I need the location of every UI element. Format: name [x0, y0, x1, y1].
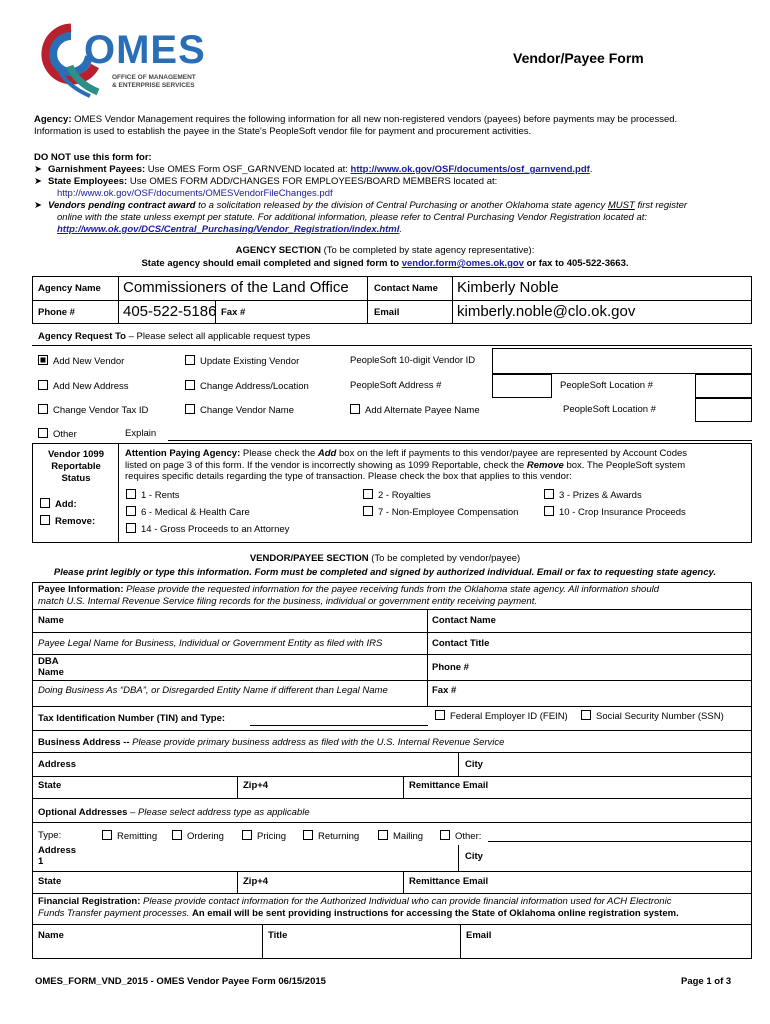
optional-city-label: City [465, 851, 483, 862]
ps-vendor-id-input[interactable] [492, 348, 752, 374]
checkbox-icon [363, 506, 373, 516]
checkbox-icon [544, 506, 554, 516]
add-new-vendor-label: Add New Vendor [53, 356, 125, 367]
update-existing-label: Update Existing Vendor [200, 356, 300, 367]
add-alternate-payee-label: Add Alternate Payee Name [365, 405, 480, 416]
contact-title-label: Contact Title [432, 638, 490, 649]
do-not-item-state-employees-link-row [34, 188, 749, 200]
add-new-vendor-checkbox[interactable] [38, 355, 124, 367]
fein-label: Federal Employer ID (FEIN) [450, 711, 568, 722]
do-not-item-garnishment: ➤ Garnishment Payees: Use OMES Form OSF_GARNVEND located at: http://www.ok.gov/OSF/documents/osf_garnvend.pdf. [34, 164, 593, 175]
non-employee-comp-checkbox[interactable] [363, 506, 518, 518]
add-1099-checkbox[interactable] [40, 498, 77, 510]
checkbox-icon [38, 380, 48, 390]
other-address-checkbox[interactable] [440, 830, 481, 842]
medical-checkbox[interactable] [126, 506, 250, 518]
footer-form-id: OMES_FORM_VND_2015 - OMES Vendor Payee Form 06/15/2015 [35, 976, 326, 987]
financial-email-label: Email [466, 930, 492, 941]
attention-line3: requires specific details regarding the type of transaction. Please check the box that applies to this vendor: [125, 471, 572, 482]
phone-label: Phone # [38, 307, 75, 318]
add-1099-label: Add: [55, 499, 77, 510]
omes-logo-line1: OFFICE OF MANAGEMENT [112, 74, 196, 81]
address1-line2: 1 [38, 856, 44, 867]
attention-text1: Please check the [240, 448, 318, 459]
add-new-address-checkbox[interactable] [38, 380, 129, 392]
vendor-1099-line2: Reportable [51, 461, 101, 472]
contact-name-field[interactable]: Kimberly Noble [457, 279, 559, 296]
footer-page-number: Page 1 of 3 [681, 976, 732, 987]
payee-info-label: Payee Information: [38, 584, 124, 595]
explain-line [168, 440, 752, 441]
optional-state-label: State [38, 876, 62, 887]
crop-insurance-checkbox[interactable] [544, 506, 686, 518]
prizes-awards-label: 3 - Prizes & Awards [559, 490, 642, 501]
dba-label [38, 656, 64, 678]
financial-label: Financial Registration: [38, 896, 141, 907]
other-address-line [488, 841, 752, 842]
business-state-label: State [38, 780, 62, 791]
checkbox-icon [126, 506, 136, 516]
ps-vendor-id-label: PeopleSoft 10-digit Vendor ID [350, 355, 476, 366]
contact-name-label: Contact Name [374, 283, 438, 294]
change-vendor-name-label: Change Vendor Name [200, 405, 295, 416]
business-address-heading [38, 737, 504, 748]
intro-agency-label: Agency: [34, 114, 72, 125]
vendor-section-instruction: Please print legibly or type this information. Form must be completed and signed by authorized individual. Email or fax to requesting state agency. [53, 567, 717, 578]
vendor-1099-label [34, 449, 118, 485]
dba-hint: Doing Business As “DBA”, or Disregarded Entity Name if different than Legal Name [38, 685, 388, 696]
rents-checkbox[interactable] [126, 489, 180, 501]
remitting-checkbox[interactable] [102, 830, 157, 842]
agency-section-note: (To be completed by state agency representative): [321, 245, 535, 256]
ordering-checkbox[interactable] [172, 830, 224, 842]
legal-name-hint: Payee Legal Name for Business, Individual or Government Entity as filed with IRS [38, 638, 383, 649]
vendor-form-email-link[interactable]: vendor.form@omes.ok.gov [401, 258, 524, 269]
pending-contract-end: . [399, 224, 403, 235]
add-alternate-payee-checkbox[interactable] [350, 404, 480, 416]
dba-label-line2: Name [38, 667, 64, 678]
attention-text2: box on the left if payments to this vendor/payee are represented by Account Codes [336, 448, 688, 459]
ordering-label: Ordering [187, 831, 224, 842]
garnishment-link[interactable]: http://www.ok.gov/OSF/documents/osf_garnvend.pdf [350, 164, 590, 175]
checkbox-icon [126, 523, 136, 533]
non-employee-comp-label: 7 - Non-Employee Compensation [378, 507, 519, 518]
optional-zip-label: Zip+4 [243, 876, 269, 887]
do-not-use-section [34, 152, 749, 236]
address1-line1: Address [38, 845, 77, 856]
ps-location-label-1: PeopleSoft Location # [560, 380, 653, 391]
vendor-1099-line1: Vendor 1099 [48, 449, 104, 460]
returning-label: Returning [318, 831, 360, 842]
tin-input-line [250, 725, 428, 726]
checkbox-icon [544, 489, 554, 499]
other-checkbox[interactable] [38, 428, 77, 440]
intro-agency-text: OMES Vendor Management requires the following information for all new non-registered vendors (payees) before payments may be processed. [71, 114, 678, 125]
state-employees-link[interactable]: http://www.ok.gov/OSF/documents/OMESVendorFileChanges.pdf [57, 188, 333, 199]
pricing-checkbox[interactable] [242, 830, 286, 842]
royalties-checkbox[interactable] [363, 489, 431, 501]
checkbox-icon [581, 710, 591, 720]
payee-info-line1: Please provide the requested information for the payee receiving funds from the Oklahoma state agency. All information should [123, 584, 659, 595]
business-city-label: City [465, 759, 483, 770]
vendor-1099-line3: Status [61, 473, 91, 484]
checkbox-icon [435, 710, 445, 720]
checkbox-icon [363, 489, 373, 499]
checkbox-icon [242, 830, 252, 840]
business-address-label: Business Address -- [38, 737, 130, 748]
other-label: Other [53, 429, 77, 440]
prizes-awards-checkbox[interactable] [544, 489, 642, 501]
optional-remit-email-label: Remittance Email [409, 876, 489, 887]
payee-fax-label: Fax # [432, 685, 457, 696]
address1-label [38, 845, 76, 867]
email-label: Email [374, 307, 400, 318]
optional-addresses-heading [38, 807, 310, 818]
business-address-note: Please provide primary business address as filed with the U.S. Internal Revenue Service [129, 737, 505, 748]
financial-title-label: Title [268, 930, 288, 941]
do-not-item-pending-contract: ➤ Vendors pending contract award to a solicitation released by the division of Central Purchasing or another Oklahoma state agency MUST first register [34, 200, 688, 211]
intro-line2: Information is used to establish the payee in the State's PeopleSoft vendor file for payment and procurement activities. [34, 126, 532, 137]
phone-field[interactable]: 405-522-5186 [123, 303, 217, 320]
pending-contract-link-row [34, 224, 749, 236]
pending-contract-must: MUST [607, 200, 635, 211]
business-address-line-label: Address [38, 759, 77, 770]
checkbox-icon [350, 404, 360, 414]
dba-label-line1: DBA [38, 656, 59, 667]
checkbox-icon [303, 830, 313, 840]
financial-name-label: Name [38, 930, 64, 941]
agency-section-title: AGENCY SECTION [235, 245, 321, 256]
fein-checkbox[interactable] [435, 710, 568, 722]
add-new-address-label: Add New Address [53, 381, 129, 392]
garnishment-end: . [589, 164, 593, 175]
financial-line2b: An email will be sent providing instructions for accessing the State of Oklahoma online registration system. [192, 907, 679, 919]
pending-contract-label: Vendors pending contract award [48, 200, 196, 211]
checkbox-icon [185, 404, 195, 414]
remove-1099-label: Remove: [55, 516, 96, 527]
pending-contract-line2: online with the state unless exempt per statute. For additional information, please refer to Central Purchasing Vendor Registration located at: [57, 212, 648, 223]
returning-checkbox[interactable] [303, 830, 359, 842]
attention-remove: Remove [526, 459, 564, 471]
mailing-label: Mailing [393, 831, 424, 842]
financial-registration-text [38, 896, 750, 919]
ps-address-input[interactable] [492, 374, 552, 398]
checked-box-icon [38, 355, 48, 365]
fax-label: Fax # [221, 307, 246, 318]
change-vendor-name-checkbox[interactable] [185, 404, 294, 416]
financial-line2a: Funds Transfer payment processes. [38, 907, 192, 919]
vendor-section-title: VENDOR/PAYEE SECTION [249, 553, 369, 564]
remitting-label: Remitting [117, 831, 158, 842]
vendor-section-header [0, 552, 770, 580]
agency-section-header [0, 244, 770, 270]
update-existing-vendor-checkbox[interactable] [185, 355, 299, 367]
attorney-proceeds-checkbox[interactable] [126, 523, 289, 535]
optional-addresses-label: Optional Addresses [38, 807, 128, 818]
change-address-label: Change Address/Location [200, 381, 309, 392]
omes-logo [40, 22, 210, 100]
attorney-proceeds-label: 14 - Gross Proceeds to an Attorney [141, 524, 290, 535]
business-remit-email-label: Remittance Email [409, 780, 489, 791]
attention-line2a: listed on page 3 of this form. If the vendor is incorrectly showing as 1099 Reportable, check the [125, 459, 527, 471]
pending-contract-text2: first register [634, 200, 688, 211]
checkbox-icon [38, 404, 48, 414]
ps-location-input-1[interactable] [695, 374, 752, 398]
attention-line2b: box. The PeopleSoft system [563, 459, 686, 471]
optional-addresses-note: – Please select address type as applicable [127, 807, 310, 818]
explain-label: Explain [125, 428, 157, 439]
other-address-label: Other: [455, 831, 482, 842]
state-employees-label: State Employees: [48, 176, 128, 187]
crop-insurance-label: 10 - Crop Insurance Proceeds [559, 507, 686, 518]
attention-label: Attention Paying Agency: [125, 448, 241, 459]
business-zip-label: Zip+4 [243, 780, 269, 791]
checkbox-icon [185, 355, 195, 365]
tin-label: Tax Identification Number (TIN) and Type: [38, 713, 226, 724]
change-address-checkbox[interactable] [185, 380, 309, 392]
checkbox-icon [440, 830, 450, 840]
payee-info-text [38, 584, 748, 607]
payee-name-label: Name [38, 615, 64, 626]
royalties-label: 2 - Royalties [378, 490, 431, 501]
state-employees-text: Use OMES FORM ADD/CHANGES FOR EMPLOYEES/BOARD MEMBERS located at: [127, 176, 498, 187]
remove-1099-checkbox[interactable] [40, 515, 95, 527]
agency-section-instruction: State agency should email completed and signed form to [141, 258, 402, 269]
ssn-label: Social Security Number (SSN) [596, 711, 724, 722]
do-not-item-state-employees: ➤ State Employees: Use OMES FORM ADD/CHANGES FOR EMPLOYEES/BOARD MEMBERS located at: [34, 176, 498, 187]
payee-info-line2: match U.S. Internal Revenue Service filing records for the business, individual or government entity receiving payment. [38, 595, 537, 607]
checkbox-icon [102, 830, 112, 840]
form-title: Vendor/Payee Form [513, 50, 644, 66]
ssn-checkbox[interactable] [581, 710, 724, 722]
attention-add: Add [317, 448, 337, 459]
change-tax-id-label: Change Vendor Tax ID [53, 405, 149, 416]
checkbox-icon [185, 380, 195, 390]
ps-location-label-2: PeopleSoft Location # [563, 404, 656, 415]
checkbox-icon [38, 428, 48, 438]
checkbox-icon [172, 830, 182, 840]
garnishment-label: Garnishment Payees: [48, 164, 146, 175]
vendor-section-note: (To be completed by vendor/payee) [368, 553, 521, 564]
omes-logo-text: OMES [84, 28, 206, 72]
omes-logo-line2: & ENTERPRISE SERVICES [112, 82, 195, 89]
financial-line1: Please provide contact information for the Authorized Individual who can provide financial information used for ACH Electronic [140, 896, 672, 907]
attention-paying-agency [125, 448, 750, 483]
pending-contract-text: to a solicitation released by the division of Central Purchasing or another Oklahoma state agency [195, 200, 608, 211]
mailing-checkbox[interactable] [378, 830, 423, 842]
checkbox-icon [126, 489, 136, 499]
pending-contract-link[interactable]: http://www.ok.gov/DCS/Central_Purchasing/Vendor_Registration/index.html [57, 224, 400, 235]
contact-name-label-2: Contact Name [432, 615, 496, 626]
intro [34, 114, 744, 138]
ps-location-input-2[interactable] [695, 398, 752, 422]
change-tax-id-checkbox[interactable] [38, 404, 148, 416]
garnishment-text: Use OMES Form OSF_GARNVEND located at: [145, 164, 351, 175]
checkbox-icon [378, 830, 388, 840]
agency-name-field[interactable]: Commissioners of the Land Office [123, 279, 349, 296]
checkbox-icon [40, 515, 50, 525]
payee-phone-label: Phone # [432, 662, 469, 673]
ps-address-label: PeopleSoft Address # [350, 380, 442, 391]
agency-request-note: – Please select all applicable request types [125, 331, 311, 342]
agency-request-label: Agency Request To [38, 331, 126, 342]
rents-label: 1 - Rents [141, 490, 180, 501]
do-not-heading: DO NOT use this form for: [34, 152, 152, 163]
email-field[interactable]: kimberly.noble@clo.ok.gov [457, 303, 636, 320]
address-type-label: Type: [38, 830, 62, 841]
medical-label: 6 - Medical & Health Care [141, 507, 250, 518]
agency-section-fax: or fax to 405-522-3663. [523, 258, 629, 269]
agency-name-label: Agency Name [38, 283, 101, 294]
pricing-label: Pricing [257, 831, 287, 842]
agency-request-heading [38, 331, 310, 342]
payee-name-line [32, 632, 427, 633]
checkbox-icon [40, 498, 50, 508]
